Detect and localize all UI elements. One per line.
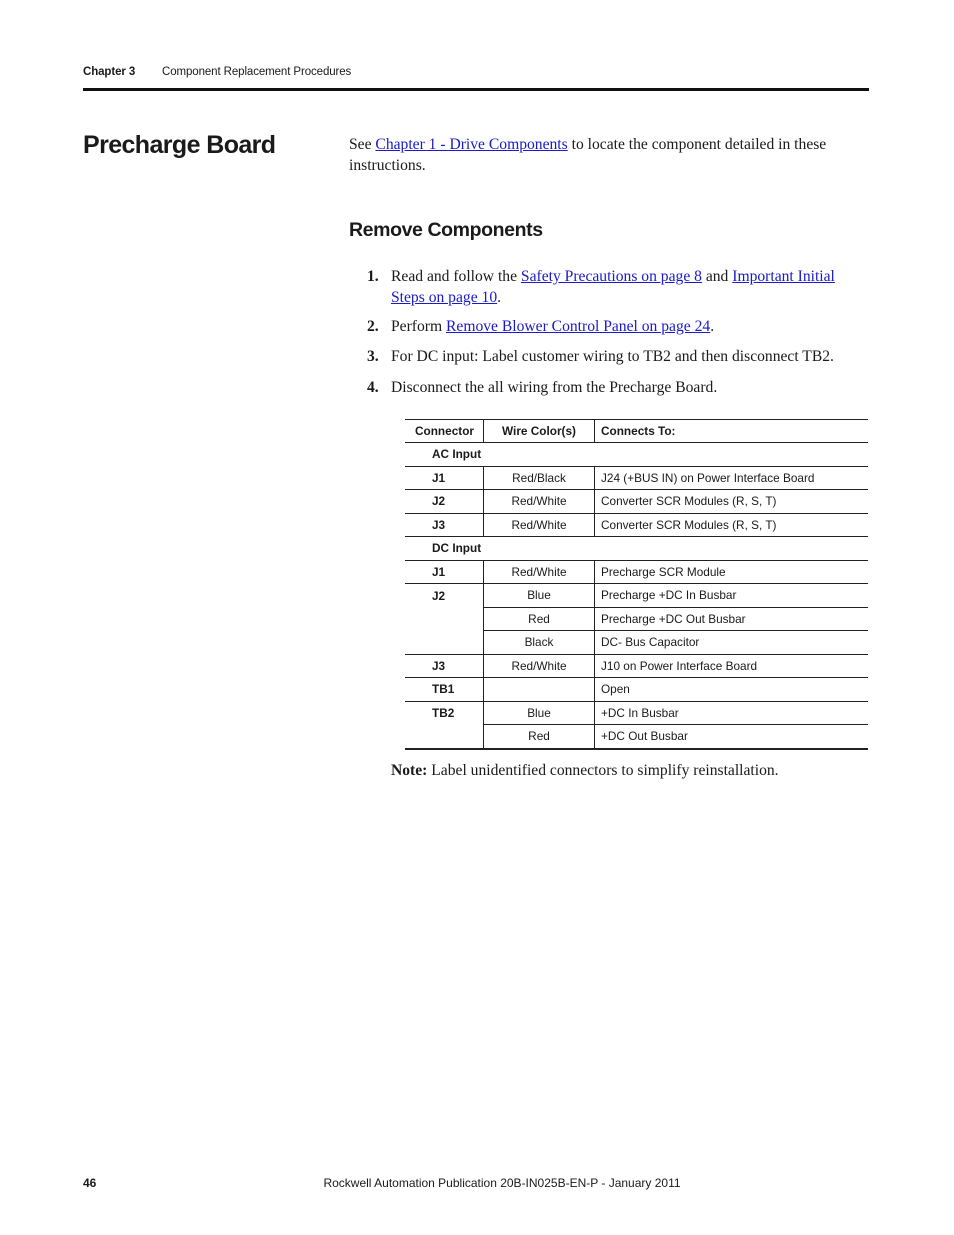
chapter1-link[interactable]: Chapter 1 - Drive Components bbox=[375, 136, 568, 153]
table-row bbox=[405, 560, 868, 584]
step-text: Disconnect the all wiring from the Precharge Board. bbox=[391, 379, 718, 396]
step-text: Read and follow the bbox=[391, 268, 521, 285]
table-row bbox=[405, 466, 868, 490]
cell-wire-color: Red/White bbox=[484, 560, 595, 584]
note-text: Label unidentified connectors to simplify reinstallation. bbox=[427, 762, 779, 779]
table-row bbox=[405, 607, 868, 631]
cell-connects-to: J24 (+BUS IN) on Power Interface Board bbox=[595, 466, 869, 490]
cell-connector bbox=[405, 725, 484, 749]
cell-connector: J1 bbox=[405, 466, 484, 490]
cell-wire-color: Black bbox=[484, 631, 595, 655]
cell-connector: J1 bbox=[405, 560, 484, 584]
running-header bbox=[83, 66, 352, 78]
cell-connector bbox=[405, 607, 484, 631]
header-chapter: Chapter 3 bbox=[83, 66, 136, 78]
cell-wire-color: Blue bbox=[484, 584, 595, 608]
step-number: 4. bbox=[367, 379, 379, 396]
safety-precautions-link[interactable]: Safety Precautions on page 8 bbox=[520, 268, 702, 285]
cell-connects-to: Precharge +DC Out Busbar bbox=[595, 607, 869, 631]
page-number: 46 bbox=[83, 1176, 97, 1190]
col-header-wire-color: Wire Color(s) bbox=[484, 420, 595, 443]
table-header-row bbox=[405, 420, 868, 443]
cell-connector: TB1 bbox=[405, 678, 484, 702]
step-text: For DC input: Label customer wiring to TB2 and then disconnect TB2. bbox=[391, 348, 834, 365]
cell-wire-color: Red/White bbox=[484, 654, 595, 678]
header-section: Component Replacement Procedures bbox=[162, 66, 352, 78]
step-text: . bbox=[497, 289, 502, 306]
table-row bbox=[405, 584, 868, 608]
col-header-connector: Connector bbox=[405, 420, 484, 443]
col-header-connects-to: Connects To: bbox=[595, 420, 869, 443]
cell-connects-to: J10 on Power Interface Board bbox=[595, 654, 869, 678]
table-row bbox=[405, 513, 868, 537]
cell-wire-color bbox=[484, 678, 595, 702]
cell-wire-color: Red bbox=[484, 607, 595, 631]
cell-connects-to: Open bbox=[595, 678, 869, 702]
header-rule bbox=[83, 88, 869, 91]
table-row bbox=[405, 678, 868, 702]
group-label: AC Input bbox=[405, 443, 868, 467]
cell-connector: J3 bbox=[405, 654, 484, 678]
connector-table bbox=[405, 419, 868, 750]
table-row bbox=[405, 631, 868, 655]
steps-list bbox=[367, 266, 867, 398]
cell-wire-color: Red/Black bbox=[484, 466, 595, 490]
table-row bbox=[405, 701, 868, 725]
table-row bbox=[405, 654, 868, 678]
remove-blower-link[interactable]: Remove Blower Control Panel on page 24 bbox=[446, 318, 711, 335]
publication-footer: Rockwell Automation Publication 20B-IN025B-EN-P - January 2011 bbox=[323, 1176, 681, 1190]
cell-connector: J3 bbox=[405, 513, 484, 537]
step-text: . bbox=[710, 318, 715, 335]
cell-connects-to: +DC In Busbar bbox=[595, 701, 869, 725]
step-number: 2. bbox=[367, 318, 379, 335]
cell-connects-to: Precharge SCR Module bbox=[595, 560, 869, 584]
cell-wire-color: Red/White bbox=[484, 490, 595, 514]
group-row-dc bbox=[405, 537, 868, 561]
note-label: Note: bbox=[391, 762, 428, 779]
cell-wire-color: Red/White bbox=[484, 513, 595, 537]
table-row bbox=[405, 725, 868, 749]
cell-connects-to: DC- Bus Capacitor bbox=[595, 631, 869, 655]
step-number: 1. bbox=[367, 268, 379, 285]
step-3 bbox=[367, 346, 867, 367]
cell-connector: J2 bbox=[405, 490, 484, 514]
cell-connects-to: Converter SCR Modules (R, S, T) bbox=[595, 513, 869, 537]
step-text: Perform bbox=[391, 318, 446, 335]
group-label: DC Input bbox=[405, 537, 868, 561]
step-1 bbox=[367, 266, 867, 308]
intro-paragraph bbox=[349, 134, 859, 176]
section-heading: Remove Components bbox=[349, 219, 543, 241]
intro-text: See bbox=[349, 136, 376, 153]
step-number: 3. bbox=[367, 348, 379, 365]
cell-connects-to: +DC Out Busbar bbox=[595, 725, 869, 749]
intro-text-end: to locate the component detailed in these instructions. bbox=[349, 136, 827, 174]
cell-wire-color: Red bbox=[484, 725, 595, 749]
cell-connector: TB2 bbox=[432, 706, 455, 720]
cell-connector bbox=[405, 631, 484, 655]
important-steps-link[interactable]: Important Initial Steps on page 10 bbox=[391, 268, 835, 306]
page-title: Precharge Board bbox=[83, 131, 276, 159]
group-row-ac bbox=[405, 443, 868, 467]
cell-connects-to: Precharge +DC In Busbar bbox=[595, 584, 869, 608]
cell-connector: J2 bbox=[432, 588, 446, 603]
table-row bbox=[405, 490, 868, 514]
note-paragraph bbox=[391, 762, 779, 780]
step-4 bbox=[367, 377, 867, 398]
cell-connects-to: Converter SCR Modules (R, S, T) bbox=[595, 490, 869, 514]
step-text: and bbox=[701, 268, 733, 285]
cell-wire-color: Blue bbox=[484, 701, 595, 725]
step-2 bbox=[367, 316, 867, 337]
